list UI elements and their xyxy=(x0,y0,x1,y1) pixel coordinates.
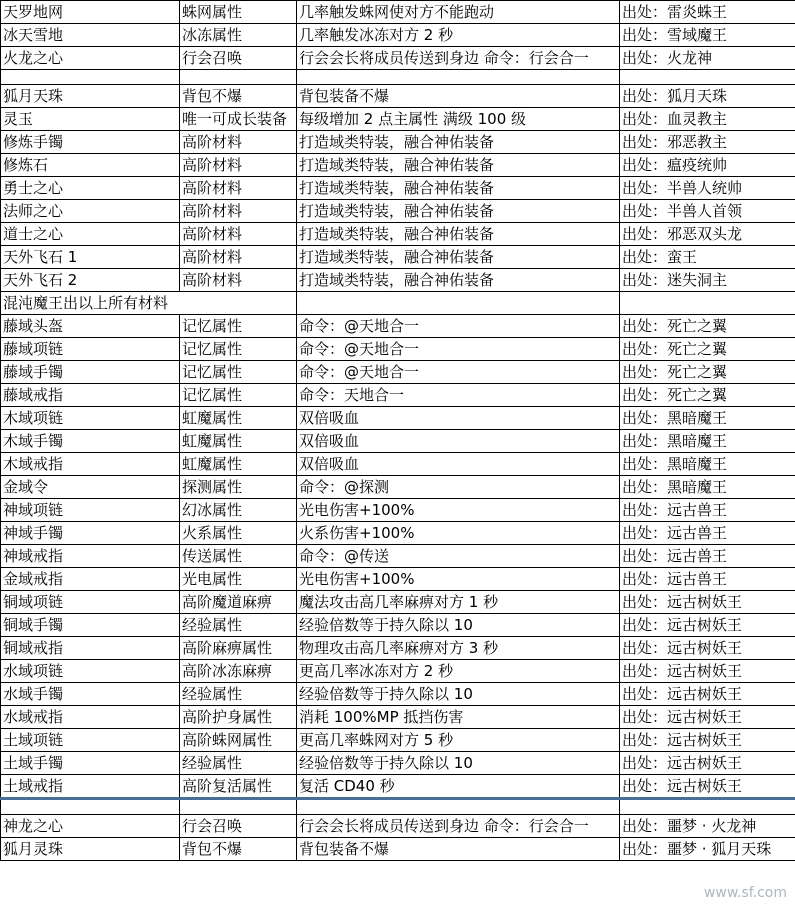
effect-cell: 行会会长将成员传送到身边 命令：行会合一 xyxy=(297,815,620,838)
effect-cell: 几率触发冰冻对方 2 秒 xyxy=(297,24,620,47)
effect-cell: 命令：@天地合一 xyxy=(297,315,620,338)
attribute-cell: 记忆属性 xyxy=(180,338,297,361)
item-name-cell: 水域戒指 xyxy=(1,706,180,729)
effect-cell: 经验倍数等于持久除以 10 xyxy=(297,614,620,637)
table-row xyxy=(1,522,795,545)
table-row xyxy=(1,614,795,637)
item-name-cell: 修炼手镯 xyxy=(1,131,180,154)
effect-cell xyxy=(297,292,620,315)
table-row xyxy=(1,476,795,499)
item-name-cell: 天外飞石 2 xyxy=(1,269,180,292)
source-cell: 出处：远古树妖王 xyxy=(620,775,795,799)
spacer-row xyxy=(1,799,795,815)
attribute-cell: 高阶材料 xyxy=(180,246,297,269)
effect-cell: 打造域类特装，融合神佑装备 xyxy=(297,269,620,292)
table-row xyxy=(1,315,795,338)
empty-cell xyxy=(1,70,180,85)
attribute-cell: 背包不爆 xyxy=(180,838,297,861)
source-cell: 出处：远古树妖王 xyxy=(620,660,795,683)
attribute-cell: 冰冻属性 xyxy=(180,24,297,47)
table-row xyxy=(1,706,795,729)
attribute-cell: 高阶材料 xyxy=(180,131,297,154)
item-name-cell: 木域戒指 xyxy=(1,453,180,476)
attribute-cell: 探测属性 xyxy=(180,476,297,499)
effect-cell: 几率触发蛛网使对方不能跑动 xyxy=(297,1,620,24)
item-name-cell: 铜域手镯 xyxy=(1,614,180,637)
table-row xyxy=(1,384,795,407)
item-name-cell: 土域项链 xyxy=(1,729,180,752)
effect-cell: 背包装备不爆 xyxy=(297,85,620,108)
attribute-cell: 高阶蛛网属性 xyxy=(180,729,297,752)
item-name-cell: 勇士之心 xyxy=(1,177,180,200)
empty-cell xyxy=(620,799,795,815)
item-name-cell: 神域戒指 xyxy=(1,545,180,568)
effect-cell: 背包装备不爆 xyxy=(297,838,620,861)
source-cell: 出处：蛮王 xyxy=(620,246,795,269)
item-name-cell: 法师之心 xyxy=(1,200,180,223)
attribute-cell: 高阶材料 xyxy=(180,200,297,223)
effect-cell: 打造域类特装，融合神佑装备 xyxy=(297,154,620,177)
empty-cell xyxy=(180,799,297,815)
attribute-cell: 行会召唤 xyxy=(180,47,297,70)
table-row xyxy=(1,752,795,775)
source-cell: 出处：远古树妖王 xyxy=(620,614,795,637)
table-row xyxy=(1,591,795,614)
source-cell: 出处：瘟疫统帅 xyxy=(620,154,795,177)
source-cell: 出处：远古树妖王 xyxy=(620,706,795,729)
item-name-cell: 金域戒指 xyxy=(1,568,180,591)
empty-cell xyxy=(180,70,297,85)
item-name-cell: 神龙之心 xyxy=(1,815,180,838)
source-cell: 出处：噩梦 · 火龙神 xyxy=(620,815,795,838)
item-name-cell: 天外飞石 1 xyxy=(1,246,180,269)
source-cell: 出处：迷失洞主 xyxy=(620,269,795,292)
empty-cell xyxy=(297,799,620,815)
item-name-cell: 火龙之心 xyxy=(1,47,180,70)
attribute-cell: 高阶材料 xyxy=(180,154,297,177)
item-name-cell: 藤域项链 xyxy=(1,338,180,361)
attribute-cell: 高阶材料 xyxy=(180,177,297,200)
attribute-cell: 经验属性 xyxy=(180,683,297,706)
source-cell: 出处：狐月天珠 xyxy=(620,85,795,108)
effect-cell: 命令：@探测 xyxy=(297,476,620,499)
source-cell xyxy=(620,292,795,315)
source-cell: 出处：半兽人统帅 xyxy=(620,177,795,200)
attribute-cell: 虹魔属性 xyxy=(180,407,297,430)
table-row xyxy=(1,568,795,591)
item-name-cell: 土域戒指 xyxy=(1,775,180,799)
table-row xyxy=(1,108,795,131)
effect-cell: 复活 CD40 秒 xyxy=(297,775,620,799)
source-cell: 出处：血灵教主 xyxy=(620,108,795,131)
attribute-cell: 传送属性 xyxy=(180,545,297,568)
effect-cell: 消耗 100%MP 抵挡伤害 xyxy=(297,706,620,729)
attribute-cell: 虹魔属性 xyxy=(180,430,297,453)
table-row xyxy=(1,154,795,177)
table-row xyxy=(1,246,795,269)
table-row xyxy=(1,637,795,660)
item-name-cell: 神域手镯 xyxy=(1,522,180,545)
attribute-cell: 背包不爆 xyxy=(180,85,297,108)
source-cell: 出处：半兽人首领 xyxy=(620,200,795,223)
empty-cell xyxy=(1,799,180,815)
source-cell: 出处：远古树妖王 xyxy=(620,683,795,706)
source-cell: 出处：远古兽王 xyxy=(620,568,795,591)
table-row xyxy=(1,499,795,522)
effect-cell: 更高几率冰冻对方 2 秒 xyxy=(297,660,620,683)
item-name-cell: 土域手镯 xyxy=(1,752,180,775)
attribute-cell: 蛛网属性 xyxy=(180,1,297,24)
attribute-cell: 记忆属性 xyxy=(180,361,297,384)
item-name-cell: 天罗地网 xyxy=(1,1,180,24)
table-row xyxy=(1,430,795,453)
effect-cell: 打造域类特装，融合神佑装备 xyxy=(297,200,620,223)
source-cell: 出处：死亡之翼 xyxy=(620,338,795,361)
effect-cell: 魔法攻击高几率麻痹对方 1 秒 xyxy=(297,591,620,614)
effect-cell: 行会会长将成员传送到身边 命令：行会合一 xyxy=(297,47,620,70)
item-name-cell: 灵玉 xyxy=(1,108,180,131)
table-row xyxy=(1,1,795,24)
item-name-cell: 狐月灵珠 xyxy=(1,838,180,861)
attribute-cell: 记忆属性 xyxy=(180,384,297,407)
attribute-cell: 行会召唤 xyxy=(180,815,297,838)
source-cell: 出处：远古树妖王 xyxy=(620,729,795,752)
source-cell: 出处：远古树妖王 xyxy=(620,637,795,660)
spacer-row xyxy=(1,70,795,85)
source-cell: 出处：远古树妖王 xyxy=(620,591,795,614)
item-name-cell: 水域手镯 xyxy=(1,683,180,706)
source-cell: 出处：远古兽王 xyxy=(620,545,795,568)
effect-cell: 命令：@天地合一 xyxy=(297,361,620,384)
empty-cell xyxy=(297,70,620,85)
attribute-cell: 虹魔属性 xyxy=(180,453,297,476)
table-row xyxy=(1,407,795,430)
source-cell: 出处：黑暗魔王 xyxy=(620,476,795,499)
attribute-cell: 高阶魔道麻痹 xyxy=(180,591,297,614)
item-name-cell: 铜域项链 xyxy=(1,591,180,614)
table-row xyxy=(1,683,795,706)
table-row xyxy=(1,85,795,108)
source-cell: 出处：远古兽王 xyxy=(620,522,795,545)
item-name-cell: 金域令 xyxy=(1,476,180,499)
table-row xyxy=(1,660,795,683)
item-name-cell: 修炼石 xyxy=(1,154,180,177)
effect-cell: 物理攻击高几率麻痹对方 3 秒 xyxy=(297,637,620,660)
effect-cell: 每级增加 2 点主属性 满级 100 级 xyxy=(297,108,620,131)
table-row xyxy=(1,453,795,476)
effect-cell: 光电伤害+100% xyxy=(297,499,620,522)
source-cell: 出处：火龙神 xyxy=(620,47,795,70)
effect-cell: 经验倍数等于持久除以 10 xyxy=(297,683,620,706)
source-cell: 出处：黑暗魔王 xyxy=(620,430,795,453)
effect-cell: 命令：@天地合一 xyxy=(297,338,620,361)
attribute-cell: 记忆属性 xyxy=(180,315,297,338)
table-row xyxy=(1,292,795,315)
effect-cell: 打造域类特装，融合神佑装备 xyxy=(297,177,620,200)
attribute-cell: 光电属性 xyxy=(180,568,297,591)
item-name-cell: 藤域手镯 xyxy=(1,361,180,384)
effect-cell: 打造域类特装，融合神佑装备 xyxy=(297,131,620,154)
item-name-cell: 藤域头盔 xyxy=(1,315,180,338)
table-row xyxy=(1,775,795,799)
attribute-cell: 经验属性 xyxy=(180,614,297,637)
table-row xyxy=(1,729,795,752)
effect-cell: 命令：天地合一 xyxy=(297,384,620,407)
source-cell: 出处：黑暗魔王 xyxy=(620,407,795,430)
item-name-cell: 神域项链 xyxy=(1,499,180,522)
source-cell: 出处：噩梦 · 狐月天珠 xyxy=(620,838,795,861)
table-row xyxy=(1,200,795,223)
item-name-cell: 木域手镯 xyxy=(1,430,180,453)
table-row xyxy=(1,177,795,200)
source-cell: 出处：死亡之翼 xyxy=(620,315,795,338)
effect-cell: 打造域类特装，融合神佑装备 xyxy=(297,246,620,269)
effect-cell: 双倍吸血 xyxy=(297,430,620,453)
effect-cell: 双倍吸血 xyxy=(297,407,620,430)
item-name-cell: 混沌魔王出以上所有材料 xyxy=(1,292,297,315)
item-name-cell: 水域项链 xyxy=(1,660,180,683)
item-name-cell: 铜域戒指 xyxy=(1,637,180,660)
source-cell: 出处：黑暗魔王 xyxy=(620,453,795,476)
source-cell: 出处：死亡之翼 xyxy=(620,384,795,407)
effect-cell: 光电伤害+100% xyxy=(297,568,620,591)
table-row xyxy=(1,815,795,838)
source-cell: 出处：远古兽王 xyxy=(620,499,795,522)
attribute-cell: 高阶材料 xyxy=(180,223,297,246)
source-cell: 出处：邪恶双头龙 xyxy=(620,223,795,246)
effect-cell: 双倍吸血 xyxy=(297,453,620,476)
source-cell: 出处：远古树妖王 xyxy=(620,752,795,775)
attribute-cell: 火系属性 xyxy=(180,522,297,545)
attribute-cell: 高阶麻痹属性 xyxy=(180,637,297,660)
effect-cell: 火系伤害+100% xyxy=(297,522,620,545)
empty-cell xyxy=(620,70,795,85)
effect-cell: 打造域类特装，融合神佑装备 xyxy=(297,223,620,246)
attribute-cell: 高阶冰冻麻痹 xyxy=(180,660,297,683)
table-row xyxy=(1,838,795,861)
table-row xyxy=(1,47,795,70)
table-row xyxy=(1,545,795,568)
watermark: www.sf.com xyxy=(703,885,787,901)
source-cell: 出处：死亡之翼 xyxy=(620,361,795,384)
source-cell: 出处：雷炎蛛王 xyxy=(620,1,795,24)
table-row xyxy=(1,361,795,384)
attribute-cell: 唯一可成长装备 xyxy=(180,108,297,131)
source-cell: 出处：雪域魔王 xyxy=(620,24,795,47)
attribute-cell: 幻冰属性 xyxy=(180,499,297,522)
table-row xyxy=(1,131,795,154)
table-row xyxy=(1,269,795,292)
table-row xyxy=(1,338,795,361)
table-row xyxy=(1,223,795,246)
attribute-cell: 高阶材料 xyxy=(180,269,297,292)
effect-cell: 命令：@传送 xyxy=(297,545,620,568)
attribute-cell: 经验属性 xyxy=(180,752,297,775)
source-cell: 出处：邪恶教主 xyxy=(620,131,795,154)
item-name-cell: 狐月天珠 xyxy=(1,85,180,108)
item-name-cell: 冰天雪地 xyxy=(1,24,180,47)
table-row xyxy=(1,24,795,47)
attribute-cell: 高阶复活属性 xyxy=(180,775,297,799)
effect-cell: 更高几率蛛网对方 5 秒 xyxy=(297,729,620,752)
attribute-cell: 高阶护身属性 xyxy=(180,706,297,729)
effect-cell: 经验倍数等于持久除以 10 xyxy=(297,752,620,775)
item-name-cell: 木域项链 xyxy=(1,407,180,430)
item-name-cell: 藤域戒指 xyxy=(1,384,180,407)
item-name-cell: 道士之心 xyxy=(1,223,180,246)
